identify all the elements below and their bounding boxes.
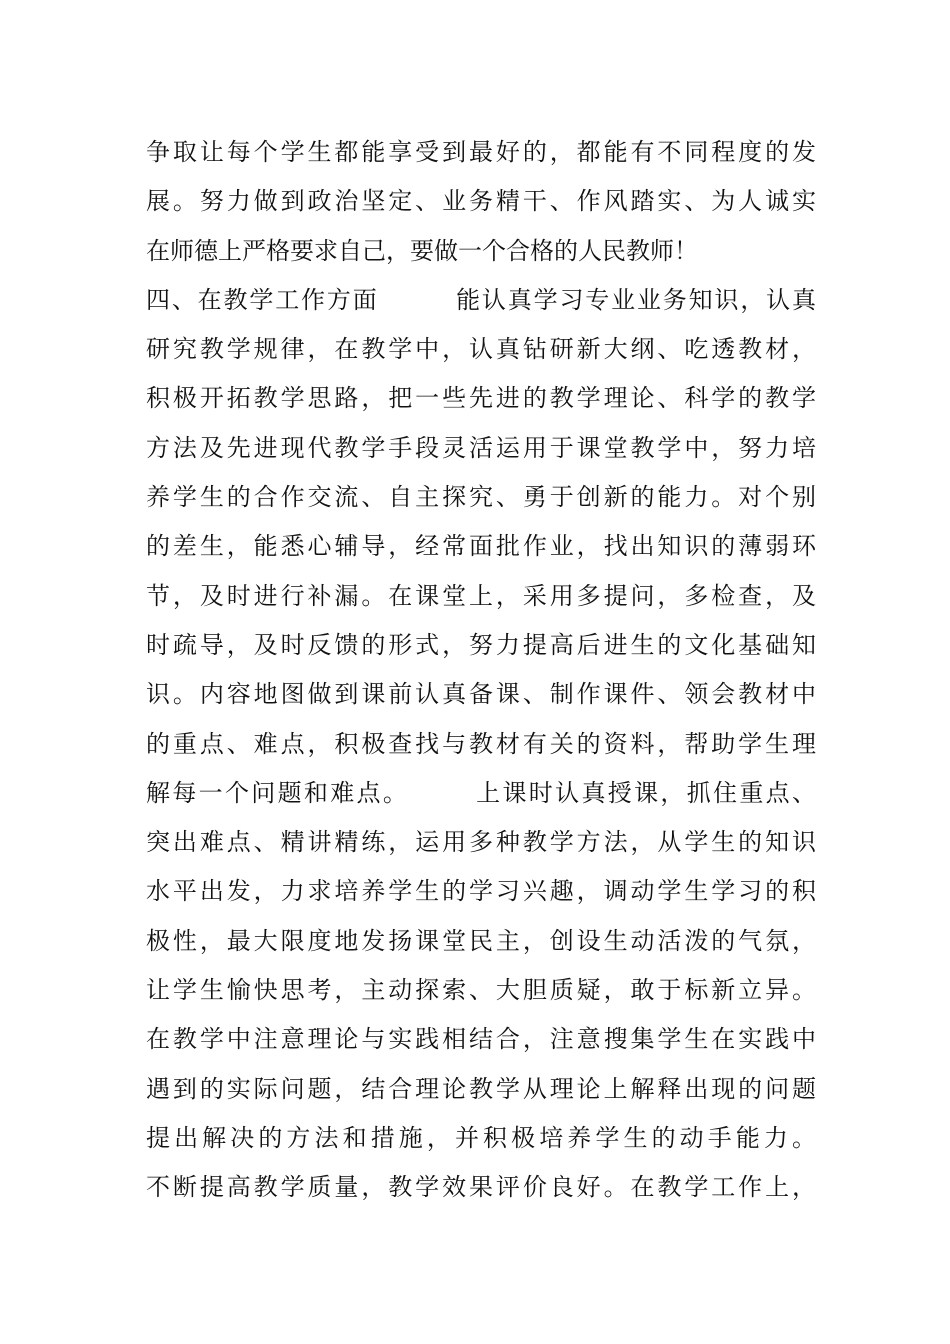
text-line: 养学生的合作交流、自主探究、勇于创新的能力。对个别 xyxy=(146,483,816,512)
text-line: 在师德上严格要求自己，要做一个合格的人民教师！ xyxy=(146,236,698,265)
text-line: 解每一个问题和难点。 上课时认真授课，抓住重点、 xyxy=(146,778,816,807)
body-text xyxy=(146,128,816,1213)
text-line: 不断提高教学质量，教学效果评价良好。在教学工作上， xyxy=(146,1173,816,1202)
text-line: 方法及先进现代教学手段灵活运用于课堂教学中，努力培 xyxy=(146,433,816,462)
text-line: 让学生愉快思考，主动探索、大胆质疑，敢于标新立异。 xyxy=(146,976,816,1005)
text-line: 的重点、难点，积极查找与教材有关的资料，帮助学生理 xyxy=(146,729,816,758)
text-line: 识。内容地图做到课前认真备课、制作课件、领会教材中 xyxy=(146,680,816,709)
text-line: 时疏导，及时反馈的形式，努力提高后进生的文化基础知 xyxy=(146,630,816,659)
text-line: 在教学中注意理论与实践相结合，注意搜集学生在实践中 xyxy=(146,1025,816,1054)
text-line: 提出解决的方法和措施，并积极培养学生的动手能力。 xyxy=(146,1123,816,1152)
text-line: 突出难点、精讲精练，运用多种教学方法，从学生的知识 xyxy=(146,828,816,857)
text-line: 节，及时进行补漏。在课堂上，采用多提问，多检查，及 xyxy=(146,581,816,610)
text-line: 遇到的实际问题，结合理论教学从理论上解释出现的问题 xyxy=(146,1074,816,1103)
text-line: 极性，最大限度地发扬课堂民主，创设生动活泼的气氛， xyxy=(146,926,816,955)
text-line: 争取让每个学生都能享受到最好的，都能有不同程度的发 xyxy=(146,138,816,166)
text-line: 研究教学规律，在教学中，认真钻研新大纲、吃透教材， xyxy=(146,335,816,364)
text-line: 四、在教学工作方面 能认真学习专业业务知识，认真 xyxy=(146,285,816,314)
text-line: 积极开拓教学思路，把一些先进的教学理论、科学的教学 xyxy=(146,384,816,413)
text-line: 展。努力做到政治坚定、业务精干、作风踏实、为人诚实 xyxy=(146,187,816,216)
text-line: 的差生，能悉心辅导，经常面批作业，找出知识的薄弱环 xyxy=(146,532,816,561)
text-line: 水平出发，力求培养学生的学习兴趣，调动学生学习的积 xyxy=(146,877,816,906)
